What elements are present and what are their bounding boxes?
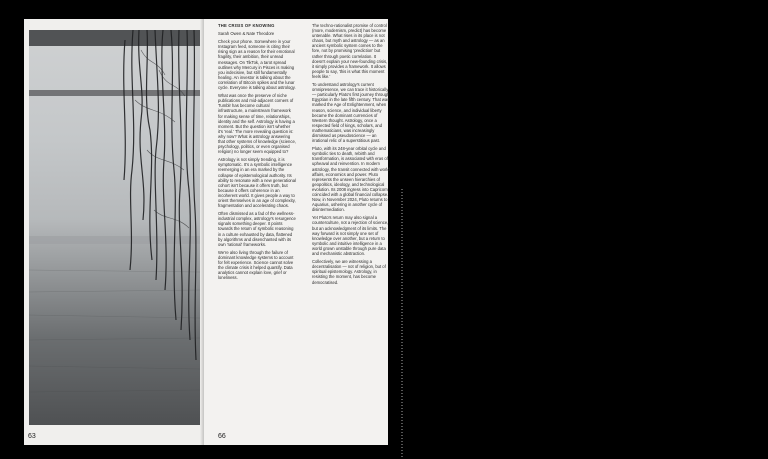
paragraph: Yet Pluto's return may also signal a counterculture, not a rejection of science, but an acknowledgment of its limits. The way forward is not simply one set of knowledge over another, but a return to symbolic and intuitive intelligence in a world grown unstable through pure data and mechanistic abstraction. (312, 215, 389, 257)
paragraph: The techno-rationalist promise of control (more, modernism, predict) has become untenable. What rises in its place is not chaos, but myth and astrology — as an ancient symbolic system comes to the fore, not by promising 'prediction' but rather through poetic correlation. It doesn't explain your new-founding crisis, it simply provides a framework. It allows people to say, 'this is what this moment feels like.' (312, 23, 388, 79)
paragraph: Often dismissed as a fad of the wellness-industrial complex, astrology's resurgence signals something deeper. It points towards the return of symbolic reasoning in a culture exhausted by data, flattened by algorithms and disenchanted with its own 'rational' frameworks. (218, 211, 296, 247)
paragraph: Astrology is not simply trending, it is symptomatic. It's a symbolic intelligence reemerging in an era marked by the collapse of epistemological authority. Its ability to resonate with a new generational cohort isn't because it offers truth, but because it offers coherence in an incoherent world. It gives people a way to orient themselves in an age of complexity, fragmentation and accelerating chaos. (218, 157, 296, 209)
paragraph: Collectively, we are witnessing a decentralisation — not of religion, but of spiritual epistemology. Astrology, in resisting the moment, has become democratised. (312, 259, 386, 285)
paragraph: What was once the preserve of niche publications and mid-adjacent corners of Tumblr has become cultural infrastructure, a mainstream framework for making sense of time, relationships, identity and the self. Astrology is having a moment. But the question isn't whether it's 'real.' The more revealing question is: why now? What is astrology answering that other systems of knowledge (science, psychology, politics, or even organised religion) no longer seem equipped to? (218, 93, 296, 155)
paragraph: Pluto, with its 248-year orbital cycle and symbolic ties to death, rebirth and transformation, is associated with eras of upheaval and reinvention. In modern astrology, the transit connected with world affairs, economics and power. Pluto represents the unseen hierarchies of geopolitics, ideology, and technological evolution. Its 2008 ingress into Capricorn coincided with a global financial collapse. Now, in November 2024, Pluto returns to Aquarius, ushering in another cycle of disintermediation. (312, 146, 390, 213)
right-page (204, 19, 388, 445)
paragraph: We're also living through the failure of dominant knowledge systems to account for felt experience. Science cannot solve the climate crisis it helped quantify. Data analytics cannot explain love, grief or loneliness. (218, 249, 294, 281)
paragraph: Check your phone. Somewhere in your Instagram feed, someone is citing their rising sign as a reason for their emotional fragility, their ambition, their unread messages. On TikTok, a tarot spread outlines why Mercury in Pisces is making you indecisive, but still fundamentally healing. An investor is talking about the correlation of Bitcoin spikes and the lunar cycle. Everyone is talking about astrology. (218, 39, 296, 91)
magazine-spread (24, 19, 388, 445)
article-column-a (218, 23, 296, 283)
article-title: THE CRISIS OF KNOWING (218, 23, 275, 28)
left-page-number: 63 (28, 433, 36, 440)
right-page-number: 66 (218, 433, 226, 440)
paragraph: To understand astrology's current omnipresence, we can trace it historically — particularly Plato's first journey through Egyptian in the late fifth century. That was marked the Age of Enlightenment, when reason, science, and individual liberty became the dominant currencies of Western thought. Astrology, once a respected field of kings, scholars, and mathematicians, was increasingly dismissed as pseudoscience — an irrational relic of a superstitious past. (312, 82, 390, 144)
rope-nets-over-sea-image (29, 30, 200, 425)
left-page (24, 19, 204, 445)
rope-photo (29, 30, 200, 425)
page-edge-stack (401, 189, 403, 459)
article-column-b (312, 23, 390, 288)
article-byline: Sarah Owen & Nate Theodore (218, 31, 275, 37)
